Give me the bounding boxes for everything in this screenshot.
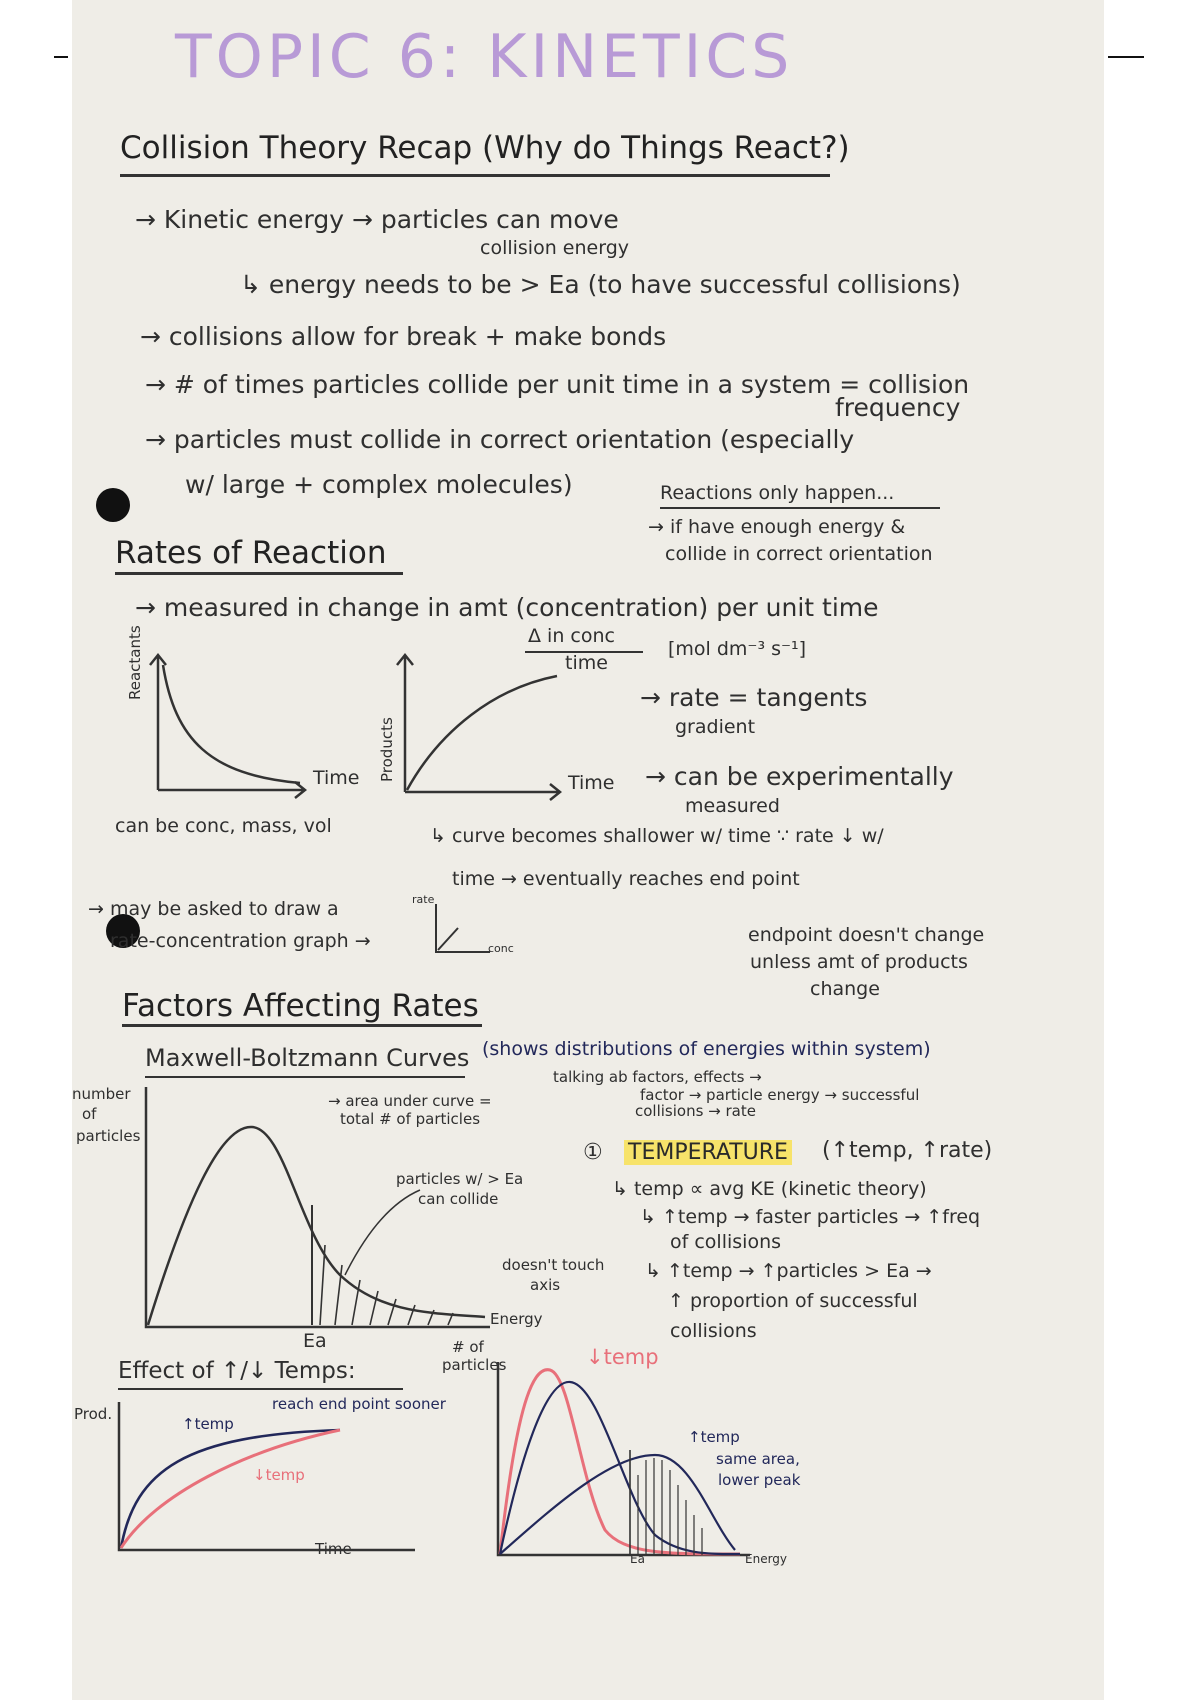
mb-energy-label: Energy [490,1310,543,1328]
temp-line-1: ↳ temp ∝ avg KE (kinetic theory) [612,1178,927,1200]
hash-of-label: # of [452,1338,484,1356]
reactants-label: Reactants [126,625,144,700]
talking-note-2: factor → particle energy → successful [640,1086,920,1104]
reactions-heading: Reactions only happen... [660,482,895,504]
reactions-underline [660,507,940,509]
down-temp-label-2: ↓temp [586,1345,659,1369]
rates-underline [115,572,403,575]
ea-note-1: particles w/ > Ea [396,1170,524,1188]
products-time-label: Time [568,772,615,794]
page-title: TOPIC 6: KINETICS [175,22,794,92]
mb-ylabel-2: of [82,1105,97,1123]
collision-line-4: → collisions allow for break + make bonds [140,322,667,351]
mb-ea-label: Ea [303,1330,327,1352]
up-temp-label-2: ↑temp [688,1428,740,1446]
area-note-2: total # of particles [340,1110,481,1128]
rates-measured: → measured in change in amt (concentration) per unit time [135,593,879,622]
talking-note-3: collisions → rate [635,1102,756,1120]
temp-line-5: ↑ proportion of successful [668,1290,918,1312]
mb-description: (shows distributions of energies within system) [482,1038,931,1060]
note-rate-tangents: → rate = tangents [640,683,868,712]
ea-label-2: Ea [630,1552,645,1566]
collision-line-8: w/ large + complex molecules) [185,470,573,499]
products-graph [385,650,575,810]
temp-heading-text: TEMPERATURE [624,1140,792,1165]
collision-underline [120,174,830,177]
ea-note-2: can collide [418,1190,499,1208]
reactants-time-label: Time [313,767,360,789]
collision-line-2: collision energy [480,237,629,259]
same-area-note: same area, [716,1450,800,1468]
temp-heading [624,1140,792,1165]
note-experimentally: → can be experimentally [645,762,954,791]
products-label: Products [378,717,396,782]
products-vs-time-temp-graph [115,1400,445,1560]
area-note-1: → area under curve = [328,1092,492,1110]
temp-number: ① [583,1140,603,1165]
effect-time-label: Time [315,1540,352,1558]
down-temp-label: ↓temp [253,1466,305,1484]
curve-note-2: time → eventually reaches end point [452,868,800,890]
collision-line-5: → # of times particles collide per unit time in a system = collision [145,370,970,399]
rates-heading: Rates of Reaction [115,535,387,571]
temp-line-3: of collisions [670,1231,782,1253]
note-gradient: gradient [675,716,756,738]
collision-line-7: → particles must collide in correct orientation (especially [145,425,855,454]
lower-peak-note: lower peak [718,1471,801,1489]
prod-label: Prod. [74,1405,113,1423]
effect-underline [118,1388,403,1390]
talking-note-1: talking ab factors, effects → [553,1068,762,1086]
draw-note-1: → may be asked to draw a [88,898,339,920]
note-conc-mass-vol: can be conc, mass, vol [115,815,332,837]
energy-label-2: Energy [745,1552,788,1566]
fraction-top: Δ in conc [528,625,615,647]
temp-line-4: ↳ ↑temp → ↑particles > Ea → [645,1260,932,1282]
mb-underline [145,1076,465,1078]
draw-note-2: rate-concentration graph → [110,930,371,952]
reactants-graph [130,650,340,810]
temp-line-2: ↳ ↑temp → faster particles → ↑freq [640,1206,981,1228]
maxwell-boltzmann-graph [140,1085,500,1335]
factors-underline [122,1024,482,1027]
mini-rate-label: rate [412,893,435,906]
rate-units: [mol dm⁻³ s⁻¹] [668,638,807,660]
reactions-line-2: collide in correct orientation [665,543,933,565]
note-measured: measured [685,795,780,817]
mini-conc-label: conc [488,942,514,955]
collision-line-3: ↳ energy needs to be > Ea (to have successful collisions) [240,270,961,299]
reach-endpoint-note: reach end point sooner [272,1395,446,1413]
factors-heading: Factors Affecting Rates [122,988,479,1024]
touch-note-1: doesn't touch [502,1256,605,1274]
endpoint-note-1: endpoint doesn't change [748,924,985,946]
touch-note-2: axis [530,1276,561,1294]
mb-heading: Maxwell-Boltzmann Curves [145,1044,470,1072]
endpoint-note-3: change [810,978,880,1000]
collision-heading: Collision Theory Recap (Why do Things React?) [120,130,850,166]
mb-ylabel-3: particles [76,1127,141,1145]
page-edge-right [1108,56,1144,58]
binder-hole-top [96,488,130,522]
particles-label: particles [442,1356,507,1374]
effect-heading: Effect of ↑/↓ Temps: [118,1358,356,1384]
page-edge-left [54,56,68,58]
mb-temperature-comparison-graph [490,1360,760,1560]
mb-ylabel-1: number [72,1085,131,1103]
reactions-line-1: → if have enough energy & [648,516,906,538]
collision-line-1: → Kinetic energy → particles can move [135,205,619,234]
endpoint-note-2: unless amt of products [750,951,968,973]
curve-note-1: ↳ curve becomes shallower w/ time ∵ rate ↓ w/ [430,825,884,847]
fraction-bottom: time [565,652,608,674]
collision-line-6: frequency [835,393,961,422]
temp-effect: (↑temp, ↑rate) [822,1138,993,1163]
up-temp-label: ↑temp [182,1415,234,1433]
temp-line-6: collisions [670,1320,757,1342]
